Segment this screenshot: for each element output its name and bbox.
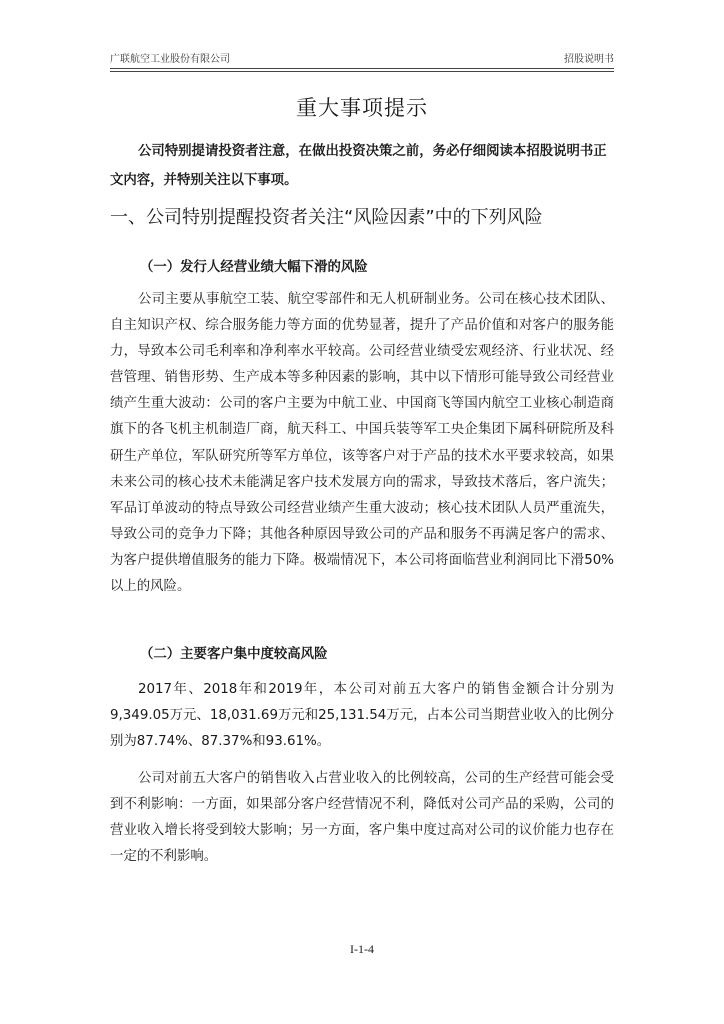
paragraph-customer-concentration-impact: 公司对前五大客户的销售收入占营业收入的比例较高，公司的生产经营可能会受到不利影响：一方面，如果部分客户经营情况不利，降低对公司产品的采购，公司的营业收入增长将受到较大影响；另一方面，客户集中度过高对公司的议价能力也存在一定的不利影响。 xyxy=(110,771,614,865)
header-document-type: 招股说明书 xyxy=(564,54,614,65)
intro-notice: 公司特别提请投资者注意，在做出投资决策之前，务必仔细阅读本招股说明书正文内容，并特别关注以下事项。 xyxy=(110,144,607,188)
section-heading-risks: 一、公司特别提醒投资者关注“风险因素”中的下列风险 xyxy=(110,207,543,228)
subsection-heading-customer-concentration: （二）主要客户集中度较高风险 xyxy=(140,647,328,662)
page-header xyxy=(110,50,614,69)
page-title: 重大事项提示 xyxy=(296,96,428,120)
paragraph-top-customers-sales: 2017年、2018年和2019年，本公司对前五大客户的销售金额合计分别为9,349.05万元、18,031.69万元和25,131.54万元，占本公司当期营业收入的比例分别为87.74%、87.37%和93.61%。 xyxy=(110,682,614,750)
paragraph-performance-decline-risk: 公司主要从事航空工装、航空零部件和无人机研制业务。公司在核心技术团队、自主知识产权、综合服务能力等方面的优势显著，提升了产品价值和对客户的服务能力，导致本公司毛利率和净利率水平较高。公司经营业绩受宏观经济、行业状况、经营管理、销售形势、生产成本等多种因素的影响，其中以下情形可能导致公司经营业绩产生重大波动：公司的客户主要为中航工业、中国商飞等国内航空工业核心制造商旗下的各飞机主机制造厂商，航天科工、中国兵装等军工央企集团下属科研院所及科研生产单位，军队研究所等军方单位，该等客户对于产品的技术水平要求较高，如果未来公司的核心技术未能满足客户技术发展方向的需求，导致技术落后，客户流失；军品订单波动的特点导致公司经营业绩产生重大波动；核心技术团队人员严重流失，导致公司的竞争力下降；其他各种原因导致公司的产品和服务不再满足客户的需求、为客户提供增值服务的能力下降。极端情况下，本公司将面临营业利润同比下滑50%以上的风险。 xyxy=(110,292,614,595)
header-company-name: 广联航空工业股份有限公司 xyxy=(110,54,230,65)
page-number: I-1-4 xyxy=(350,942,374,956)
subsection-heading-performance-decline: （一）发行人经营业绩大幅下滑的风险 xyxy=(140,260,368,275)
